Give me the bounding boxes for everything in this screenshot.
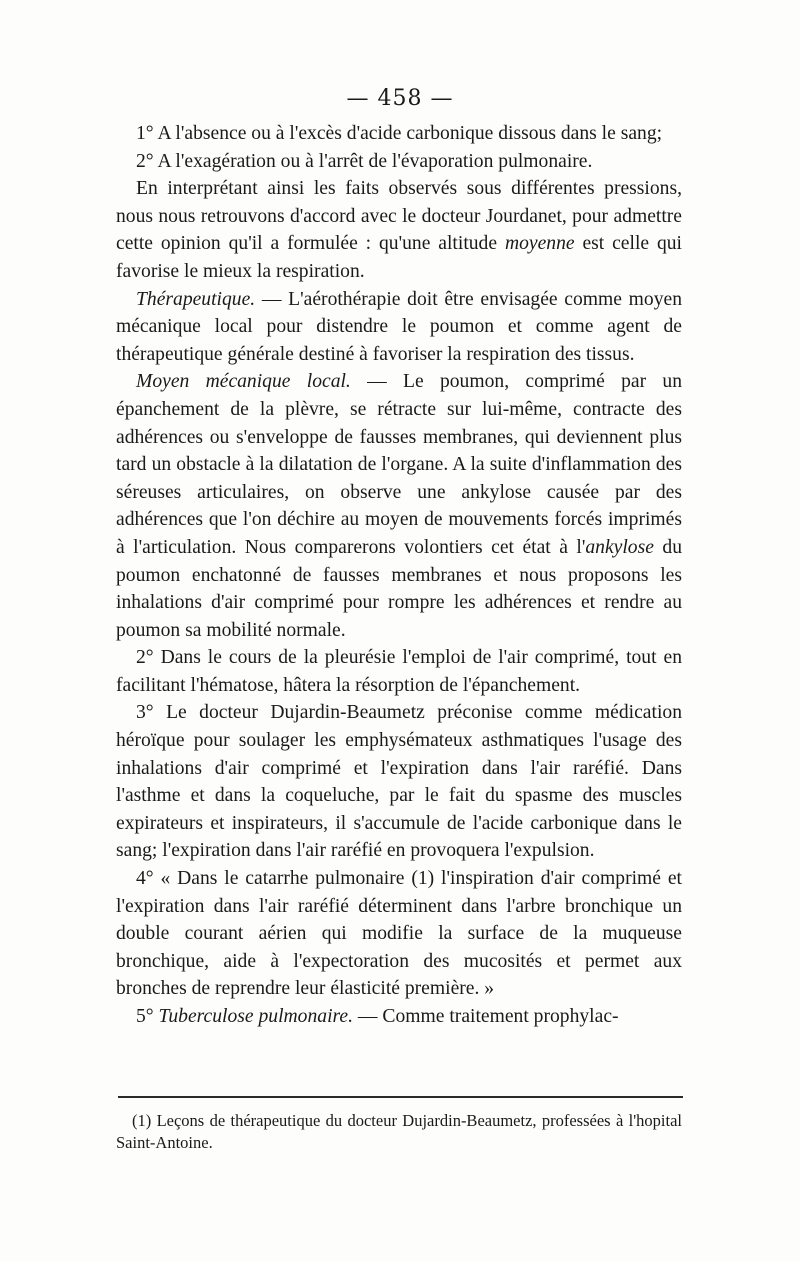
paragraph-3: En interprétant ainsi les faits observés sous différentes pressions, nous nous retrouvons d'accord avec le docteur Jourdanet, pour admettre cette opinion qu'il a formulée : qu'une altitude moyenne est celle qui favorise le mieux la respiration. [116,178,682,282]
body-text [116,120,682,1031]
section-heading-therapeutique: Thérapeutique. [136,288,256,310]
emphasis-ankylose: ankylose [585,536,654,558]
section-heading-moyen-mecanique: Moyen mécanique local. [136,371,351,393]
paragraph-1: 1° A l'absence ou à l'excès d'acide carbonique dissous dans le sang; [136,123,663,144]
paragraph-moyen-mecanique: Moyen mécanique local. — Le poumon, comprimé par un épanchement de la plèvre, se rétracte sur lui-même, contracte des adhérences ou s'enveloppe de fausses membranes, qui deviennent plus tard un obstacle à la dilatation de l'organe. A la suite d'inflammation des séreuses articulaires, on observe une ankylose causée par des adhérences que l'on déchire au moyen de mouvements forcés imprimés à l'articulation. Nous comparerons volontiers cet état à l'ankylose du poumon enchatonné de fausses membranes et nous proposons les inhalations d'air comprimé pour rompre les adhérences et rendre au poumon sa mobilité normale. [116,371,682,641]
paragraph-item-3: 3° Le docteur Dujardin-Beaumetz préconise comme médication héroïque pour soulager les emphysémateux asthmatiques l'usage des inhalations d'air comprimé et l'expiration dans l'air raréfié. Dans l'asthme et dans la coqueluche, par le fait du spasme des muscles expirateurs et inspirateurs, il s'accumule de l'acide carbonique dans le sang; l'expiration dans l'air raréfié en provoquera l'expulsion. [116,702,682,862]
footnote-divider [118,1096,683,1098]
paragraph-2: 2° A l'exagération ou à l'arrêt de l'évaporation pulmonaire. [136,150,593,172]
emphasis-moyenne: moyenne [504,233,575,255]
paragraph-therapeutique: Thérapeutique. — L'aérothérapie doit être envisagée comme moyen mécanique local pour distendre le poumon et comme agent de thérapeutique générale destiné à favoriser la respiration des tissus. [116,288,682,365]
footnote-text: (1) Leçons de thérapeutique du docteur Dujardin-Beaumetz, professées à l'hopital Saint-Antoine. [116,1111,682,1152]
page-number: — 458 — [346,86,454,111]
paragraph-item-2: 2° Dans le cours de la pleurésie l'emploi de l'air comprimé, tout en facilitant l'hématose, hâtera la résorption de l'épanchement. [116,647,682,696]
paragraph-item-4: 4° « Dans le catarrhe pulmonaire (1) l'inspiration d'air comprimé et l'expiration dans l'air raréfié déterminent dans l'arbre bronchique un double courant aérien qui modifie la surface de la muqueuse bronchique, aide à l'expectoration des mucosités et permet aux bronches de reprendre leur élasticité première. » [116,868,682,1000]
footnote [116,1110,682,1154]
section-heading-tuberculose: Tuberculose pulmonaire. [158,1006,354,1027]
paragraph-item-5: 5° Tuberculose pulmonaire. — Comme traitement prophylac- [136,1006,619,1027]
